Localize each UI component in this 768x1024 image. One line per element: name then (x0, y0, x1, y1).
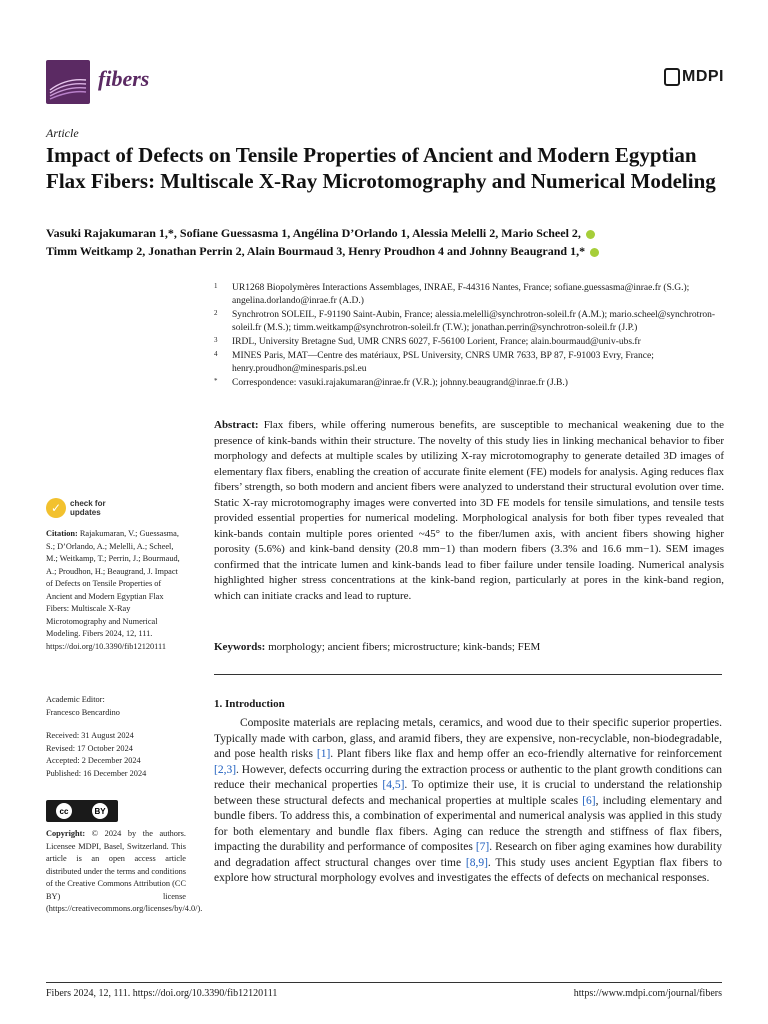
orcid-icon[interactable] (586, 230, 595, 239)
keywords (214, 640, 724, 655)
orcid-icon[interactable] (590, 248, 599, 257)
citation-link[interactable]: [2,3] (214, 763, 237, 776)
academic-editor: Academic Editor: Francesco Bencardino (46, 695, 120, 717)
cc-by-license-icon[interactable]: cc BY (46, 800, 118, 822)
published-date: Published: 16 December 2024 (46, 768, 147, 778)
received-date: Received: 31 August 2024 (46, 731, 134, 740)
copyright-block: Copyright: © 2024 by the authors. Licensee MDPI, Basel, Switzerland. This article is an open access article distributed under the terms and conditions of the Creative Commons Attribution (CC BY) license (https://creativecommons.org/licenses/by/4.0/). (46, 829, 203, 913)
affiliation-item: 1 UR1268 Biopolymères Interactions Assemblages, INRAE, F-44316 Nantes, France; sofiane.guessasma@inrae.fr (S.G.); angelina.dorlando@inrae.fr (A.D.) (214, 282, 690, 306)
article-type: Article (46, 126, 79, 140)
citation-link[interactable]: [8,9] (465, 856, 488, 869)
affiliation-item: 3 IRDL, University Bretagne Sud, UMR CNRS 6027, F-56100 Lorient, France; alain.bourmaud@univ-ubs.fr (214, 336, 641, 347)
author-text: Timm Weitkamp 2, Jonathan Perrin 2, Alain Bourmaud 3, Henry Proudhon 4 and Johnny Beaugrand 1,* (46, 244, 586, 258)
citation-block: Citation: Rajakumaran, V.; Guessasma, S.; D’Orlando, A.; Melelli, A.; Scheel, M.; Weitkamp, T.; Perrin, J.; Bourmaud, A.; Proudhon, H.; Beaugrand, J. Impact of Defects on Tensile Properties of Ancient and Modern Egyptian Flax Fibers: Multiscale X-Ray Microtomography and Numerical Modeling. Fibers 2024, 12, 111. https://doi.org/10.3390/fib12120111 (46, 529, 180, 651)
abstract (214, 418, 724, 604)
keywords-text: morphology; ancient fibers; microstructure; kink-bands; FEM (268, 641, 541, 653)
abstract-label: Abstract: (214, 419, 259, 431)
author-line-2 (46, 242, 726, 260)
author-line-1 (46, 224, 726, 242)
citation-link[interactable]: [7] (475, 841, 490, 853)
mdpi-mark-icon (664, 68, 680, 86)
citation-link[interactable]: [1] (316, 748, 331, 760)
correspondence: * Correspondence: vasuki.rajakumaran@inrae.fr (V.R.); johnny.beaugrand@inrae.fr (J.B.) (214, 377, 568, 388)
publication-dates (46, 730, 186, 780)
introduction-text: Composite materials are replacing metals, ceramics, and wood due to their specific superior properties. Typically made with carbon, glass, and aramid fibers, they are expensive, non-recyclable, non-biodegradable, and pose health risks [1]. Plant fibers like flax and hemp offer an eco-friendly alternative for reinforcement [2,3]. However, defects occurring during the extraction process or authentic to the plant growth conditions can reduce their mechanical properties [4,5]. To optimize their use, it is crucial to understand the relationship between these structural defects and mechanical properties at multiple scales [6], including elementary and bundle fibers. To address this, a combination of experimental and numerical analysis was applied in this study for both elementary and bundle flax fibers. Aging can reduce the strength and stiffness of flax fibers, impacting the durability and performance of composites [7]. Research on fiber aging examines how durability and degradation affect structural changes over time [8,9]. This study uses ancient Egyptian flax fibers to explore how structural morphology evolves and investigates the effects of defects on mechanical responses. (214, 717, 723, 884)
footer-citation: Fibers 2024, 12, 111. https://doi.org/10.3390/fib12120111 (46, 988, 278, 999)
footer-url[interactable]: https://www.mdpi.com/journal/fibers (573, 988, 722, 999)
author-list (46, 224, 726, 260)
author-text: Vasuki Rajakumaran 1,*, Sofiane Guessasma 1, Angélina D’Orlando 1, Alessia Melelli 2, Mario Scheel 2, (46, 226, 581, 240)
citation-link[interactable]: [4,5] (382, 779, 405, 791)
paper-title: Impact of Defects on Tensile Properties of Ancient and Modern Egyptian Flax Fibers: Multiscale X-Ray Microtomography and Numerical Modeling (46, 143, 716, 193)
check-for-updates-badge[interactable]: ✓ check for updates (46, 498, 106, 518)
section-heading: 1. Introduction (214, 698, 285, 710)
affiliation-item: 2 Synchrotron SOLEIL, F-91190 Saint-Aubin, France; alessia.melelli@synchrotron-soleil.fr (A.M.); mario.scheel@synchrotron-soleil.fr (M.S.); timm.weitkamp@synchrotron-soleil.fr (T.W.); jonathan.perrin@synchrotron-soleil.fr (J.P.) (214, 309, 716, 333)
check-icon: ✓ (46, 498, 66, 518)
abstract-text: Flax fibers, while offering numerous benefits, are susceptible to mechanical weakening due to the presence of kink-bands within their structure. The novelty of this study lies in linking mechanical behavior to fiber morphology and defects at multiple scales by utilizing X-ray microtomography to generate detailed 3D images of elementary flax fibers, enabling the creation of accurate finite element (FE) models for analysis. Aging reduces flax fibers’ strength, so both modern and ancient fibers were analyzed to understand their structural evolution over time. Static X-ray microtomography images were converted into 3D FE models for tensile simulations, and tensile tests provided essential properties for numerical modeling. Morphological analysis for both fiber types revealed that kink-bands contain multiple pores oriented ~45° to the fiber/lumen axis, with ancient fibers showing higher porosity (5.6%) and kink-band density (20.8 mm−1) than modern fibers (3.3% and 16.6 mm−1). SEM images confirmed that the intricate lumen and kink-bands lead to fiber failure under tensile loading. Numerical analysis highlighted higher stress concentrations at the kink-band region, particularly at pores in the kink-band region, which can initiate cracks and lead to rupture. (214, 419, 725, 602)
keywords-label: Keywords: (214, 641, 266, 653)
section-divider (214, 674, 722, 675)
fibers-logo-icon (46, 60, 90, 104)
mdpi-logo (664, 68, 724, 86)
footer-divider (46, 982, 722, 983)
affiliations (214, 282, 724, 391)
revised-date: Revised: 17 October 2024 (46, 743, 133, 753)
citation-link[interactable]: [6] (582, 794, 596, 807)
accepted-date: Accepted: 2 December 2024 (46, 756, 141, 765)
journal-name: fibers (98, 66, 150, 91)
affiliation-item: 4 MINES Paris, MAT—Centre des matériaux, PSL University, CNRS UMR 7633, BP 87, F-91003 Evry, France; henry.proudhon@minesparis.psl.eu (214, 350, 654, 374)
publisher-name: MDPI (682, 68, 724, 85)
